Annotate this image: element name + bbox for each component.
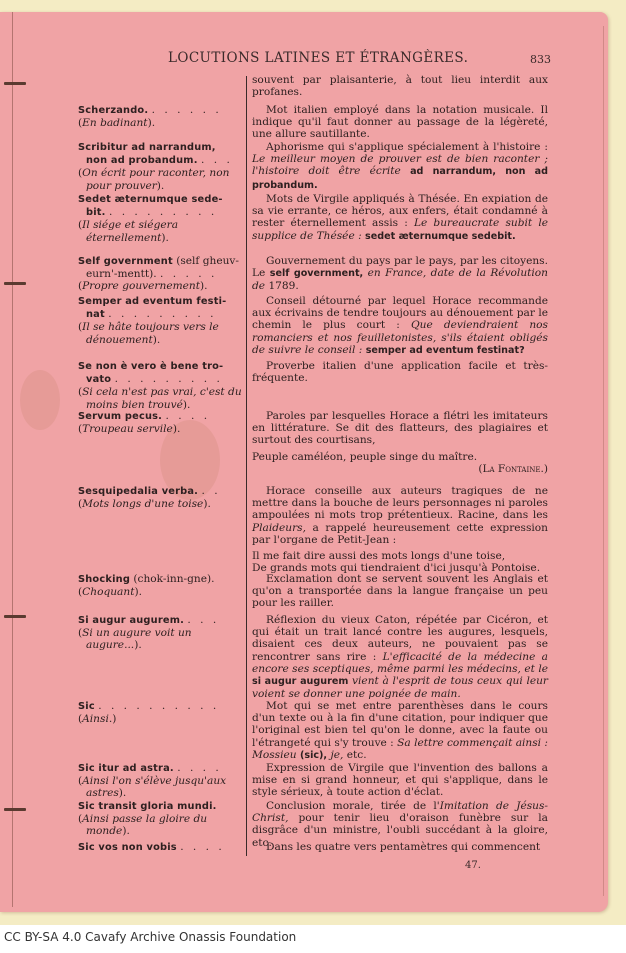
credit-line: CC BY-SA 4.0 Cavafy Archive Onassis Foundation xyxy=(4,930,297,944)
staple-mark xyxy=(4,615,26,618)
paper-stain xyxy=(20,370,60,430)
entry-definition: Mot qui se met entre parenthèses dans le cours d'un texte ou à la fin d'une citation, pour indiquer que l'original est bien tel qu'on le donne, avec la faute ou l'étrangeté qui s'y trouve : Sa lettre commençait ainsi : Mossieu (sic), je, etc. xyxy=(252,700,549,761)
entry-definition: Dans les quatre vers pentamètres qui commencent xyxy=(266,841,541,853)
entry-definition: Gouvernement du pays par le pays, par les citoyens. Le self government, en France, date de la Révolution de 1789. xyxy=(252,255,548,293)
entry-definition: Expression de Virgile que l'invention des ballons a mise en si grand honneur, et qui s'applique, dans le style sérieux, à toute action d'éclat. xyxy=(252,762,548,799)
staple-mark xyxy=(4,282,26,285)
entry-term: Shocking (chok-inn-gne). (Choquant). xyxy=(78,573,215,599)
staple-mark xyxy=(4,82,26,85)
entry-definition: Proverbe italien d'une application facile et très-fréquente. xyxy=(252,360,548,385)
entry-term: Semper ad eventum festi- nat . . . . . . . . . (Il se hâte toujours vers le dénouement). xyxy=(78,296,227,346)
entry-definition: Mots de Virgile appliqués à Thésée. En expiation de sa vie errante, ce héros, aux enfers, était condamné à rester éternellement assis : Le bureaucrate subit le supplice de Thésée : sedet æternumque sedebit. xyxy=(252,193,548,242)
entry-definition: Horace conseille aux auteurs tragiques de ne mettre dans la bouche de leurs personnages ni paroles ampoulées ni mots trop prétentieux. Racine, dans les Plaideurs, a rappelé heureusement cette expression par l'organe de Petit-Jean : Il me fait dire aussi des mots longs d'une toise, De grands mots qui tiendraient d'ici jusqu'à Pontoise. xyxy=(252,485,548,575)
entry-term: Si augur augurem. . . . (Si un augure voit un augure...). xyxy=(78,614,220,652)
entry-definition: Mot italien employé dans la notation musicale. Il indique qu'il faut donner au passage de la légèreté, une allure sautillante. xyxy=(252,104,548,141)
entry-term: Self government (self gheuv- eurn'-mentt). . . . . . (Propre gouvernement). xyxy=(78,255,239,293)
entry-definition: Paroles par lesquelles Horace a flétri les imitateurs en littérature. Se dit des flatteurs, des plagiaires et surtout des courtisans, Peuple caméléon, peuple singe du maître. (La Fontaine.) xyxy=(252,410,548,475)
entry-term: Sic transit gloria mundi. (Ainsi passe la gloire du monde). xyxy=(78,801,217,838)
spine-line xyxy=(12,12,13,907)
entry-term: Sic . . . . . . . . . . (Ainsi.) xyxy=(78,700,220,726)
entry-term: Sic vos non vobis . . . . xyxy=(78,841,225,853)
entry-term: Sic itur ad astra. . . . . (Ainsi l'on s'élève jusqu'aux astres). xyxy=(78,762,227,800)
entry-definition: Réflexion du vieux Caton, répétée par Cicéron, et qui était un trait lancé contre les augures, lesquels, disaient ces deux auteurs, ne pouvaient pas se rencontrer sans rire : L'efficacité de la médecine a encore ses sceptiques, même parmi les médecins, et le si augur augurem vient à l'esprit de tous ceux qui leur voient se donner une poignée de main. xyxy=(252,614,548,701)
entry-definition: Conclusion morale, tirée de l'Imitation de Jésus-Christ, pour tenir lieu d'oraison funèbre sur la disgrâce d'un ministre, l'oubli succédant à la gloire, etc. xyxy=(252,800,549,849)
entry-term: Sedet æternumque sede- bit. . . . . . . . . . (Il siége et siégera éternellement). xyxy=(78,194,223,244)
page-number: 833 xyxy=(530,53,551,66)
entry-definition: Conseil détourné par lequel Horace recommande aux écrivains de tendre toujours au dénouement par le chemin le plus court : Que deviendraient nos romanciers et nos feuilletonistes, s'ils étaient obligés de suivre le conseil : semper ad eventum festinat? xyxy=(252,295,548,356)
signature-mark: 47. xyxy=(465,860,481,871)
staple-mark xyxy=(4,808,26,811)
entry-term: Sesquipedalia verba. . . (Mots longs d'une toise). xyxy=(78,485,221,511)
entry-term: Servum pecus. . . . . (Troupeau servile). xyxy=(78,410,211,436)
entry-term: Scribitur ad narrandum, non ad probandum. . . . (On écrit pour raconter, non pour prouver). xyxy=(78,142,233,192)
running-head: LOCUTIONS LATINES ET ÉTRANGÈRES. xyxy=(168,50,469,66)
entry-definition: Exclamation dont se servent souvent les Anglais et qu'on a transportée dans la langue française un peu pour les railler. xyxy=(252,573,548,610)
page-edge xyxy=(603,26,604,896)
entry-definition: Aphorisme qui s'applique spécialement à l'histoire : Le meilleur moyen de prouver est de bien raconter ; l'histoire doit être écrite ad narrandum, non ad probandum. xyxy=(252,141,548,191)
column-rule xyxy=(246,76,247,856)
entry-term: Se non è vero è bene tro- vato . . . . . . . . . (Si cela n'est pas vrai, c'est du moins bien trouvé). xyxy=(78,361,242,411)
continuation-text: souvent par plaisanterie, à tout lieu interdit aux profanes. xyxy=(252,74,548,99)
entry-term: Scherzando. . . . . . . (En badinant). xyxy=(78,104,222,130)
